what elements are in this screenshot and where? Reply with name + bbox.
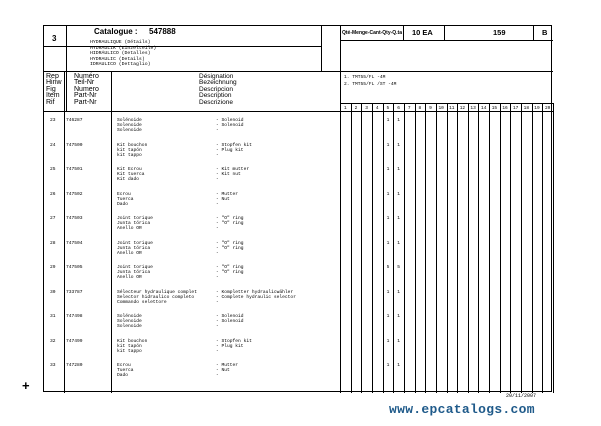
row-qty-model-1: 1 xyxy=(386,216,390,221)
row-qty-model-2: 1 xyxy=(397,167,401,172)
numero-header xyxy=(74,74,99,106)
row-translation: - Nut xyxy=(216,368,230,374)
row-qty-model-2: 1 xyxy=(397,191,401,197)
row-rep: 31 xyxy=(50,314,56,319)
row-part-number: 747280 xyxy=(66,363,83,368)
section-number: 3 xyxy=(52,34,57,43)
row-translation: - xyxy=(216,226,219,232)
row-rep: 29 xyxy=(50,265,56,270)
grid-column-line xyxy=(489,103,490,393)
row-rep: 28 xyxy=(50,240,56,246)
row-designation: Dado xyxy=(117,201,129,207)
row-translation: - "O" ring xyxy=(216,245,244,251)
row-designation: Kit tuerca xyxy=(117,172,145,178)
row-translation: - xyxy=(216,348,219,354)
row-rep: 25 xyxy=(50,167,56,172)
row-qty-model-2: 1 xyxy=(397,240,401,246)
row-designation: Anello OR xyxy=(117,275,142,281)
model-2: 2. TMT55/FL /ST -4M xyxy=(344,82,397,87)
row-qty-model-2: 1 xyxy=(397,142,401,148)
designation-header-fr: Désignation xyxy=(199,73,234,80)
row-designation: Ecrou xyxy=(117,191,131,197)
grid-column-number: 14 xyxy=(481,106,487,111)
row-translation: - xyxy=(216,373,219,379)
grid-column-number: 20 xyxy=(544,106,551,111)
row-designation: Dado xyxy=(117,373,129,379)
row-rep: 32 xyxy=(50,338,56,344)
row-designation: Joint torique xyxy=(117,265,153,270)
designation-header-es: Descripcion xyxy=(199,85,233,93)
designation-header-de: Bezeichnung xyxy=(199,79,237,87)
row-rep: 24 xyxy=(50,142,56,148)
row-translation: - "O" ring xyxy=(216,216,244,221)
grid-column-line xyxy=(553,103,554,393)
grid-column-number: 15 xyxy=(491,106,498,111)
row-part-number: 747503 xyxy=(66,216,83,221)
qty-sep-3 xyxy=(533,26,534,40)
row-designation: Commando selettore xyxy=(117,299,167,305)
row-qty-model-1: 1 xyxy=(386,118,390,123)
row-designation: Kit bouchon xyxy=(117,338,148,344)
row-designation: Anello OR xyxy=(117,226,142,232)
designation-header-en: Description xyxy=(199,92,232,100)
rep-header-de: Hinw xyxy=(46,79,62,87)
grid-column-number: 11 xyxy=(449,106,455,111)
group-title-de: HYDRAULIK (Einzelteile) xyxy=(90,45,157,51)
row-translation: - Solenoid xyxy=(216,319,244,325)
grid-column-line xyxy=(436,103,437,393)
numero-header-fr: Numéro xyxy=(74,73,99,80)
row-translation: - xyxy=(216,201,219,207)
numero-header-en: Part-Nr xyxy=(74,92,97,100)
row-translation: - Nut xyxy=(216,196,230,202)
print-date: 20/11/2007 xyxy=(506,393,537,399)
grid-column-number: 1 xyxy=(343,106,347,111)
row-part-number: 733787 xyxy=(66,289,83,295)
grid-column-line xyxy=(532,103,533,393)
model-list xyxy=(344,74,396,88)
row-designation: Solénoide xyxy=(117,118,142,123)
row-translation: - xyxy=(216,177,219,183)
watermark: www.epcatalogs.com xyxy=(389,402,535,417)
grid-column-line xyxy=(510,103,511,393)
row-qty-model-2: 1 xyxy=(397,338,401,344)
row-part-number: 747504 xyxy=(66,240,83,246)
row-translation: - xyxy=(216,324,219,330)
grid-column-number: 12 xyxy=(459,106,466,111)
row-designation: Kit Ecrou xyxy=(117,167,142,172)
row-part-number: 747505 xyxy=(66,265,83,270)
row-designation: Solenoide xyxy=(117,123,142,129)
grid-column-line xyxy=(351,103,352,393)
row-qty-model-2: 1 xyxy=(397,363,401,368)
catalogue-number: 547888 xyxy=(149,27,176,36)
row-translation: - xyxy=(216,250,219,256)
row-designation: Solenoide xyxy=(117,128,142,134)
qty-sep-2 xyxy=(444,26,445,40)
rep-header xyxy=(46,74,62,106)
row-designation: Joint torique xyxy=(117,216,153,221)
qty-sep-1 xyxy=(403,26,404,40)
grid-column-line xyxy=(393,103,394,393)
grid-column-line xyxy=(425,103,426,393)
row-designation: Solenoide xyxy=(117,324,142,330)
row-translation: - xyxy=(216,275,219,281)
row-translation: - "O" ring xyxy=(216,221,244,227)
grid-column-line xyxy=(500,103,501,393)
designation-header xyxy=(199,74,237,106)
grid-column-number: 6 xyxy=(397,106,400,111)
row-part-number: 747498 xyxy=(66,314,83,319)
row-translation: - "O" ring xyxy=(216,265,244,270)
row-designation: Junta tórica xyxy=(117,221,151,227)
row-translation: - "O" ring xyxy=(216,240,244,246)
row-qty-model-1: 1 xyxy=(386,363,390,368)
row-translation: - Kompletter hydraulicwähler xyxy=(216,289,294,295)
row-translation: - xyxy=(216,128,219,134)
grid-column-number: 2 xyxy=(354,106,358,111)
grid-column-number: 10 xyxy=(438,106,444,111)
rep-header-it: Rif xyxy=(46,98,55,106)
row-qty-model-2: 1 xyxy=(397,118,401,123)
grid-column-line xyxy=(457,103,458,393)
row-qty-model-2: 1 xyxy=(397,314,401,319)
group-title-fr: HYDRAULIQUE (Détails) xyxy=(90,40,151,45)
row-translation: - "O" ring xyxy=(216,270,244,276)
row-qty-model-2: 5 xyxy=(397,265,401,270)
section-divider xyxy=(66,26,67,111)
grid-column-line xyxy=(340,103,341,393)
qty-value: 10 EA xyxy=(412,28,433,37)
grid-column-number: 13 xyxy=(470,106,476,111)
row-translation: - Solenoid xyxy=(216,314,244,319)
group-title-en: HYDRAULIC (Details) xyxy=(90,56,145,62)
row-part-number: 747501 xyxy=(66,167,83,172)
row-translation: - Mutter xyxy=(216,191,239,197)
row-translation: - xyxy=(216,152,219,158)
row-rep: 30 xyxy=(50,289,56,295)
row-qty-model-2: 1 xyxy=(397,289,401,295)
row-qty-model-1: 1 xyxy=(386,314,390,319)
row-translation: - Stopfen kit xyxy=(216,338,252,344)
grid-column-number: 9 xyxy=(429,106,432,111)
grid-column-number: 17 xyxy=(512,106,519,111)
designation-header-it: Descrizione xyxy=(199,98,233,106)
numero-header-it: Part-Nr xyxy=(74,98,97,106)
row-designation: Junta tórica xyxy=(117,270,151,276)
row-rep: 26 xyxy=(50,191,56,197)
grid-column-line xyxy=(447,103,448,393)
row-designation: kit tapón xyxy=(117,147,142,153)
row-qty-model-1: 1 xyxy=(386,240,390,246)
row-part-number: 747500 xyxy=(66,142,83,148)
grid-column-line xyxy=(404,103,405,393)
row-designation: Sélecteur hydraulique complet xyxy=(117,289,197,295)
row-designation: Solénoide xyxy=(117,314,142,319)
catalogue-label: Catalogue : xyxy=(94,27,138,36)
row-translation: - Plug kit xyxy=(216,343,244,349)
row-designation: Tuerca xyxy=(117,368,134,374)
column-header-divider xyxy=(44,111,553,112)
row-designation: Selector hidraulico completo xyxy=(117,294,195,300)
row-part-number: 747502 xyxy=(66,191,83,197)
grid-column-number: 18 xyxy=(523,106,530,111)
row-qty-model-2: 1 xyxy=(397,216,401,221)
row-designation: Joint torique xyxy=(117,240,153,246)
row-designation: Junta tórica xyxy=(117,245,151,251)
rep-header-en: Item xyxy=(46,92,60,100)
rep-header-es: Fig xyxy=(46,85,56,93)
numero-header-es: Numero xyxy=(74,85,99,93)
grid-column-line xyxy=(521,103,522,393)
row-designation: Anello OR xyxy=(117,250,142,256)
grid-column-line xyxy=(383,103,384,393)
row-rep: 27 xyxy=(50,216,56,221)
row-designation: Tuerca xyxy=(117,196,134,202)
row-rep: 23 xyxy=(50,118,56,123)
plus-mark: + xyxy=(22,378,30,393)
grid-column-number: 4 xyxy=(375,106,379,111)
grid-column-number: 3 xyxy=(365,106,368,111)
grid-column-line xyxy=(542,103,543,393)
numero-header-de: Teil-Nr xyxy=(74,79,95,87)
row-translation: - Mutter xyxy=(216,363,239,368)
row-part-number: 747499 xyxy=(66,338,83,344)
page-letter: B xyxy=(542,28,548,37)
row-qty-model-1: 1 xyxy=(386,142,390,148)
row-translation: - Stopfen kit xyxy=(216,142,252,148)
header-mid-divider xyxy=(321,26,322,71)
row-translation: - Kit mutter xyxy=(216,167,250,172)
row-translation: - Kit nut xyxy=(216,172,241,178)
part-divider xyxy=(111,71,112,393)
grid-column-line xyxy=(361,103,362,393)
row-qty-model-1: 1 xyxy=(386,289,390,295)
row-qty-model-1: 1 xyxy=(386,338,390,344)
grid-column-number: 5 xyxy=(386,106,390,111)
qty-divider xyxy=(340,40,553,41)
grid-column-line xyxy=(415,103,416,393)
row-designation: Solenoide xyxy=(117,319,142,325)
row-translation: - Plug kit xyxy=(216,147,244,153)
row-rep: 33 xyxy=(50,363,56,368)
grid-column-line xyxy=(372,103,373,393)
rep-divider xyxy=(64,71,65,393)
row-designation: kit tapón xyxy=(117,343,142,349)
row-translation: - Solenoid xyxy=(216,123,244,129)
row-part-number: 746287 xyxy=(66,118,83,123)
row-designation: kit tappo xyxy=(117,152,142,158)
grid-column-line xyxy=(468,103,469,393)
row-qty-model-1: 1 xyxy=(386,167,390,172)
row-designation: Kit dado xyxy=(117,177,140,183)
page-number: 159 xyxy=(493,28,506,37)
row-translation: - Complete hydraulic selector xyxy=(216,294,296,300)
row-translation: - Solenoid xyxy=(216,118,244,123)
grid-column-line xyxy=(478,103,479,393)
row-qty-model-1: 5 xyxy=(386,265,390,270)
model-1: 1. TMT55/FL -4M xyxy=(344,75,386,80)
rep-header-fr: Rep xyxy=(46,73,59,80)
group-title-es: HIDRÁULICO (Detalles) xyxy=(90,51,151,57)
grid-column-number: 16 xyxy=(502,106,508,111)
group-title-it: IDRAULICO (Dettaglio) xyxy=(90,62,151,68)
grid-column-number: 7 xyxy=(407,106,411,111)
row-designation: Ecrou xyxy=(117,363,131,368)
header-divider xyxy=(44,71,553,72)
row-qty-model-1: 1 xyxy=(386,191,390,197)
grid-column-number: 19 xyxy=(534,106,540,111)
row-designation: kit tappo xyxy=(117,348,142,354)
row-designation: Kit bouchon xyxy=(117,142,148,148)
header-divider-left xyxy=(44,46,321,47)
qty-label: Qté-Menge-Cant-Qty-Q.ta xyxy=(342,30,402,36)
catalog-page xyxy=(43,25,552,392)
row-translation: - xyxy=(216,299,219,305)
grid-column-number: 8 xyxy=(418,106,422,111)
group-titles xyxy=(90,40,156,68)
